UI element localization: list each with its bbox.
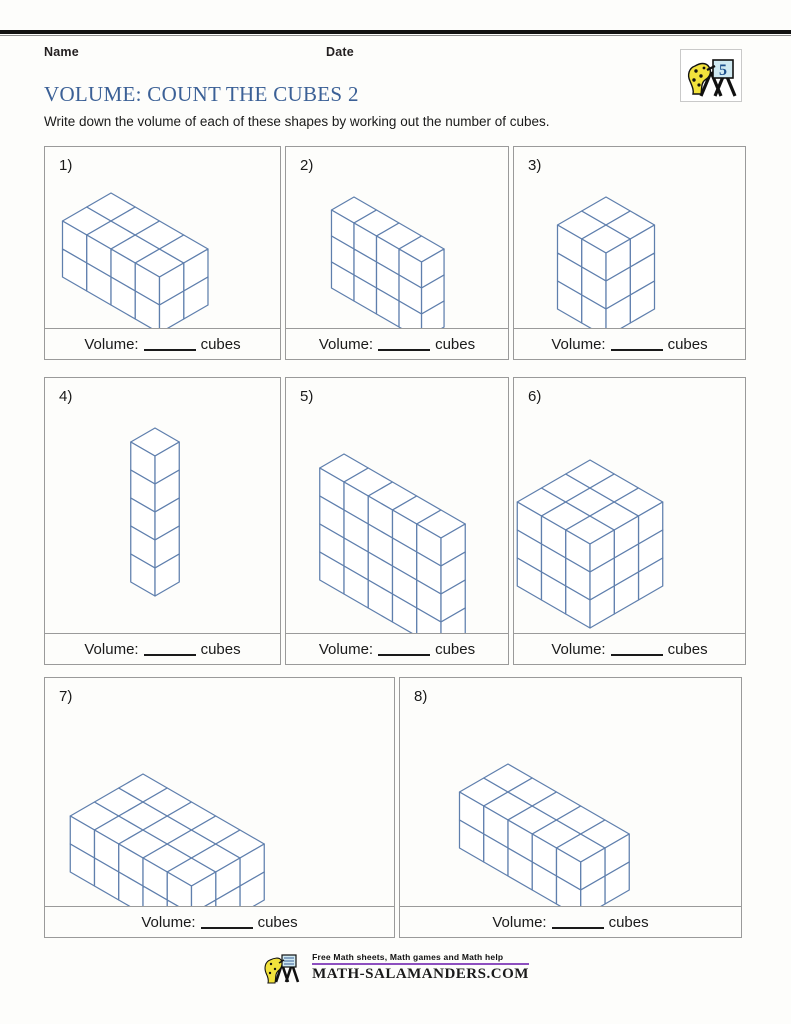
answer-text [492,914,648,931]
answer-blank[interactable] [378,641,430,656]
answer-prefix: Volume: [141,913,196,931]
answer-suffix: cubes [435,335,476,353]
figure-area [286,378,508,633]
cube-figure [286,378,508,633]
problem-number: 1) [59,157,73,174]
footer-brand: MATH-SALAMANDERS.COM [312,966,529,982]
svg-text:5: 5 [719,62,727,79]
answer-prefix: Volume: [551,640,606,658]
problem-number: 4) [59,388,73,405]
cube-figure [45,378,280,633]
problem-number: 8) [414,688,428,705]
answer-blank[interactable] [201,914,253,929]
problem-number: 7) [59,688,73,705]
answer-text [319,641,475,658]
figure-area [514,147,745,328]
figure-area [286,147,508,328]
problem-number: 6) [528,388,542,405]
problem-card [513,146,746,360]
answer-blank[interactable] [611,641,663,656]
figure-area [45,378,280,633]
answer-bar[interactable] [45,633,280,664]
problem-card [513,377,746,665]
footer-rule [312,963,529,965]
footer-inner [262,952,529,988]
date-label: Date [326,45,354,59]
answer-bar[interactable] [45,328,280,359]
answer-bar[interactable] [286,633,508,664]
instructions-text: Write down the volume of each of these shapes by working out the number of cubes. [44,114,550,129]
answer-suffix: cubes [608,913,649,931]
answer-prefix: Volume: [84,640,139,658]
answer-blank[interactable] [144,641,196,656]
answer-prefix: Volume: [318,640,374,658]
problem-number: 2) [300,157,314,174]
answer-text [141,914,297,931]
page-title: VOLUME: COUNT THE CUBES 2 [44,82,359,106]
answer-text [84,641,240,658]
grade-logo-box [680,49,742,102]
footer-texts [312,952,529,983]
answer-suffix: cubes [435,640,476,658]
cube-figure [514,147,745,328]
figure-area [45,678,394,906]
answer-prefix: Volume: [492,913,547,931]
figure-area [400,678,741,906]
problem-row-3 [44,677,742,938]
math-salamander-footer-logo-icon [262,952,306,988]
answer-blank[interactable] [144,336,196,351]
math-salamander-grade-logo-icon [681,50,741,101]
cube-figure [514,378,745,633]
answer-blank[interactable] [378,336,430,351]
cube-figure [45,147,280,328]
cube-figure [400,678,741,906]
problem-card [285,377,509,665]
cube-figure [286,147,508,328]
answer-text [84,336,240,353]
problem-row-1 [44,146,746,360]
name-label: Name [44,45,79,59]
figure-area [45,147,280,328]
answer-bar[interactable] [514,328,745,359]
footer-tagline: Free Math sheets, Math games and Math help [312,952,504,962]
answer-blank[interactable] [552,914,604,929]
answer-prefix: Volume: [551,335,606,353]
problem-card [44,677,395,938]
problem-row-2 [44,377,746,665]
answer-suffix: cubes [667,335,708,353]
answer-bar[interactable] [400,906,741,937]
answer-bar[interactable] [45,906,394,937]
problem-card [44,377,281,665]
answer-prefix: Volume: [318,335,374,353]
problem-number: 5) [300,388,314,405]
answer-text [319,336,475,353]
answer-text [551,336,707,353]
figure-area [514,378,745,633]
answer-suffix: cubes [257,913,298,931]
answer-suffix: cubes [200,640,241,658]
cube-figure [45,678,394,906]
answer-suffix: cubes [200,335,241,353]
answer-bar[interactable] [514,633,745,664]
page-top-rule [0,30,791,34]
problem-card [285,146,509,360]
page-footer [0,952,791,1002]
problem-number: 3) [528,157,542,174]
header-fields [44,45,744,65]
answer-suffix: cubes [667,640,708,658]
problem-card [44,146,281,360]
page-top-rule-secondary [0,35,791,36]
answer-text [551,641,707,658]
problem-card [399,677,742,938]
answer-blank[interactable] [611,336,663,351]
answer-prefix: Volume: [84,335,139,353]
answer-bar[interactable] [286,328,508,359]
